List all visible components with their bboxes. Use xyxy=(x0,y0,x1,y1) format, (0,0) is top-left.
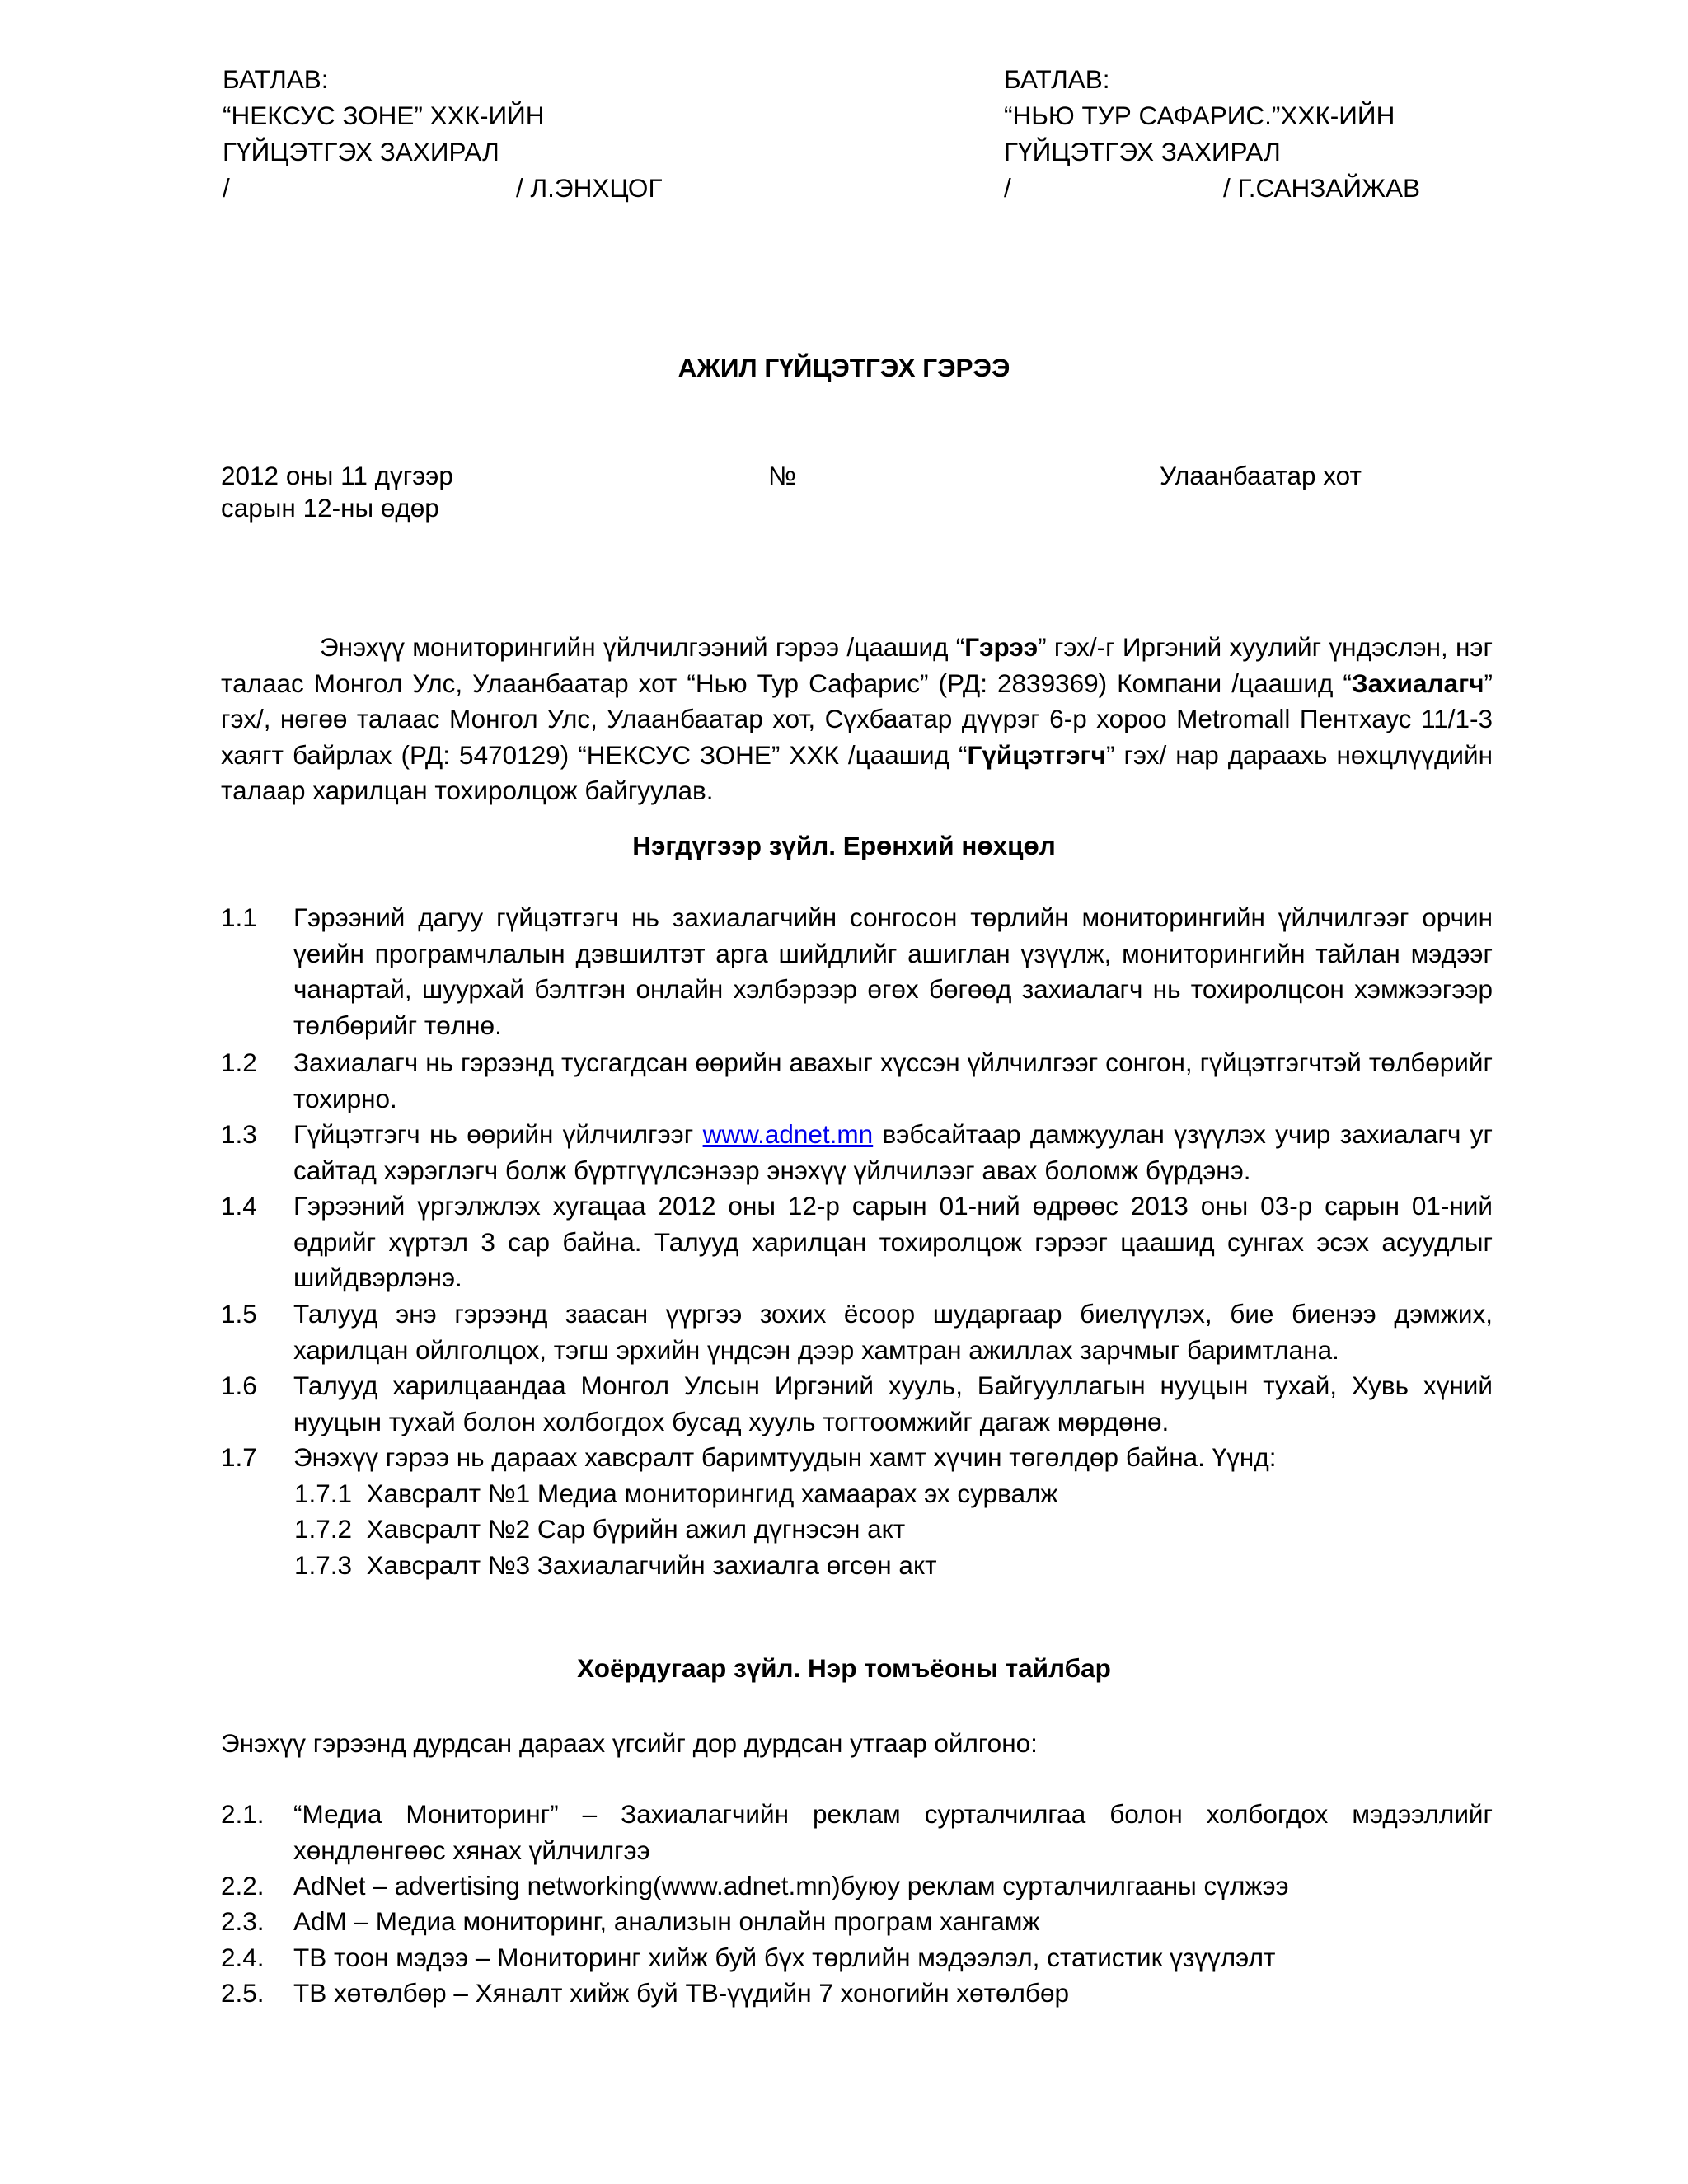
item-number: 1.6 xyxy=(221,1371,257,1400)
adnet-link[interactable]: www.adnet.mn xyxy=(702,1119,874,1149)
list-item xyxy=(221,1188,1493,1296)
list-item xyxy=(221,1904,1493,1940)
list-item xyxy=(221,900,1493,1043)
item-text-part: вэбсайтаар дамжуулан үзүүлэх учир захиалагч уг сайтад хэрэглэгч болж бүртгүүлсэнээр энэхүү үйлчилээг авах боломж бүрдэнэ. xyxy=(293,1119,1493,1185)
intro-text: ” гэх/ нар дараахь нөхцлүүдийн талаар харилцан тохиролцож байгуулав. xyxy=(221,739,1493,805)
item-text: Талууд энэ гэрээнд заасан үүргээ зохих ёсоор шударгаар биелүүлэх, бие биенээ дэмжих, харилцан ойлголцох, тэгш эрхийн үндсэн дээр хамтран ажиллах зарчмыг баримтлана. xyxy=(293,1299,1493,1365)
list-item xyxy=(221,1940,1493,1976)
approval-right xyxy=(1004,61,1515,206)
term-contract: Гэрээ xyxy=(964,632,1039,662)
item-text: AdM – Медиа мониторинг, анализын онлайн програм хангамж xyxy=(293,1906,1040,1936)
item-number: 1.1 xyxy=(221,902,257,932)
signature-line xyxy=(223,170,734,206)
signature-slash: / xyxy=(223,173,230,203)
approval-position: ГҮЙЦЭТГЭХ ЗАХИРАЛ xyxy=(223,137,499,166)
approval-label: БАТЛАВ: xyxy=(1004,64,1110,94)
item-text-part: Гүйцэтгэгч нь өөрийн үйлчилгээг xyxy=(293,1119,703,1149)
signer-name: / Л.ЭНХЦОГ xyxy=(516,173,663,203)
approval-position: ГҮЙЦЭТГЭХ ЗАХИРАЛ xyxy=(1004,137,1281,166)
contract-city: Улаанбаатар хот xyxy=(1160,461,1362,490)
list-item xyxy=(221,1797,1493,1868)
item-number: 1.2 xyxy=(221,1047,257,1077)
item-number: 2.2. xyxy=(221,1871,265,1900)
intro-text: Энэхүү мониторингийн үйлчилгээний гэрээ /цаашид “ xyxy=(320,632,965,662)
item-text: Гэрээний үргэлжлэх хугацаа 2012 оны 12-р сарын 01-ний өдрөөс 2013 оны 03-р сарын 01-ний өдрийг хүртэл 3 сар байна. Талууд харилцан тохиролцож гэрээг цаашид сунгах эсэх асуудлыг шийдвэрлэнэ. xyxy=(293,1191,1493,1292)
list-item xyxy=(221,1440,1493,1476)
item-text: Захиалагч нь гэрээнд тусгагдсан өөрийн авахыг хүссэн үйлчилгээг сонгон, гүйцэтгэгчтэй төлбөрийг тохирно. xyxy=(293,1047,1493,1113)
item-text: Талууд харилцаандаа Монгол Улсын Иргэний хууль, Байгууллагын нууцын тухай, Хувь хүний нууцын тухай болон холбогдох бусад хууль тогтоомжийг дагаж мөрдөнө. xyxy=(293,1371,1493,1436)
item-text: ТВ тоон мэдээ – Мониторинг хийж буй бүх төрлийн мэдээлэл, статистик үзүүлэлт xyxy=(293,1943,1276,1972)
item-number: 2.1. xyxy=(221,1799,265,1829)
list-item xyxy=(221,1868,1493,1905)
sub-item: 1.7.1 Хавсралт №1 Медиа мониторингид хамаарах эх сурвалж xyxy=(294,1479,1058,1508)
item-number: 1.5 xyxy=(221,1299,257,1329)
term-client: Захиалагч xyxy=(1351,668,1484,698)
list-item xyxy=(221,1975,1493,2012)
document-title: АЖИЛ ГҮЙЦЭТГЭХ ГЭРЭЭ xyxy=(678,353,1010,382)
signature-slash: / xyxy=(1004,173,1011,203)
term-contractor: Гүйцэтгэгч xyxy=(967,739,1106,770)
approval-left xyxy=(223,61,734,206)
intro-text: ” гэх/, нөгөө талаас Монгол Улс, Улаанбаатар хот, Сүхбаатар дүүрэг 6-р хороо Metromall Пентхаус 11/1-3 хаягт байрлах (РД: 5470129) “НЕКСУС ЗОНЕ” ХХК /цаашид “ xyxy=(221,668,1493,770)
signer-name: / Г.САНЗАЙЖАВ xyxy=(1223,173,1421,203)
list-item xyxy=(221,1368,1493,1440)
approval-company: “НЬЮ ТУР САФАРИС.”ХХК-ИЙН xyxy=(1004,101,1395,130)
item-number: 1.4 xyxy=(221,1191,257,1221)
contract-number: № xyxy=(768,461,796,490)
item-number: 2.3. xyxy=(221,1906,265,1936)
sub-item: 1.7.2 Хавсралт №2 Сар бүрийн ажил дүгнэсэн акт xyxy=(294,1514,906,1544)
intro-paragraph xyxy=(221,630,1493,809)
date-line-2: сарын 12-ны өдөр xyxy=(221,493,439,523)
approval-label: БАТЛАВ: xyxy=(223,64,329,94)
list-item xyxy=(221,1296,1493,1368)
section-2-intro: Энэхүү гэрээнд дурдсан дараах үгсийг дор дурдсан утгаар ойлгоно: xyxy=(221,1728,1038,1758)
item-text: ТВ хөтөлбөр – Хяналт хийж буй ТВ-үүдийн 7 хоногийн хөтөлбөр xyxy=(293,1978,1070,2008)
contract-date xyxy=(221,460,453,524)
signature-line xyxy=(1004,170,1515,206)
item-number: 1.7 xyxy=(221,1442,257,1472)
item-number: 2.5. xyxy=(221,1978,265,2008)
section-1-heading: Нэгдүгээр зүйл. Ерөнхий нөхцөл xyxy=(632,831,1056,860)
list-item xyxy=(221,1045,1493,1117)
item-text: “Медиа Мониторинг” – Захиалагчийн реклам сурталчилгаа болон холбогдох мэдээллийг хөндлөнгөөс хянах үйлчилгээ xyxy=(293,1799,1493,1865)
item-text: AdNet – advertising networking(www.adnet.mn)буюу реклам сурталчилгааны сүлжээ xyxy=(293,1871,1289,1900)
item-text: Энэхүү гэрээ нь дараах хавсралт баримтуудын хамт хүчин төгөлдөр байна. Үүнд: xyxy=(293,1442,1277,1472)
list-item xyxy=(221,1117,1493,1188)
approval-company: “НЕКСУС ЗОНЕ” ХХК-ИЙН xyxy=(223,101,545,130)
item-number: 1.3 xyxy=(221,1119,257,1149)
date-line-1: 2012 оны 11 дүгээр xyxy=(221,461,453,490)
sub-item: 1.7.3 Хавсралт №3 Захиалагчийн захиалга өгсөн акт xyxy=(294,1550,937,1580)
item-number: 2.4. xyxy=(221,1943,265,1972)
section-2-heading: Хоёрдугаар зүйл. Нэр томъёоны тайлбар xyxy=(577,1653,1111,1683)
intro-text: ” гэх/-г Иргэний хуулийг үндэслэн, нэг талаас Монгол Улс, Улаанбаатар хот “Нью Тур Сафарис” (РД: 2839369) Компани /цаашид “ xyxy=(221,632,1493,698)
item-text xyxy=(293,1117,1493,1188)
item-text: Гэрээний дагуу гүйцэтгэгч нь захиалагчийн сонгосон төрлийн мониторингийн үйлчилгээг орчин үеийн програмчлалын дэвшилтэт арга шийдлийг ашиглан үзүүлж, мониторингийн тайлан мэдээг чанартай, шуурхай бэлтгэн онлайн хэлбэрээр өгөх бөгөөд захиалагч нь тохиролцсон хэмжээгээр төлбөрийг төлнө. xyxy=(293,902,1493,1040)
